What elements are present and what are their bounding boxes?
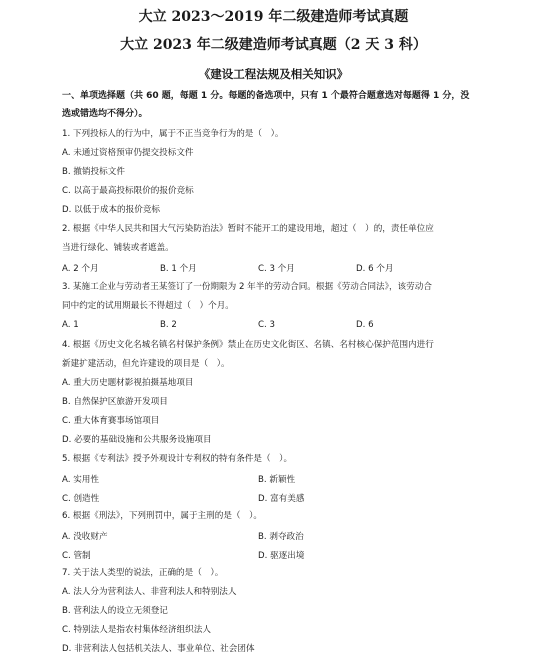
question-1-option-d: D. 以低于成本的报价竞标 — [62, 205, 161, 215]
question-4-option-b: B. 自然保护区旅游开发项目 — [62, 397, 168, 407]
question-7-option-b: B. 营利法人的设立无须登记 — [62, 606, 168, 616]
question-7-option-d: D. 非营利法人包括机关法人、事业单位、社会团体 — [62, 644, 255, 654]
question-6-option-d: D. 驱逐出境 — [258, 551, 305, 561]
question-1-option-b: B. 撤销投标文件 — [62, 167, 125, 177]
question-2-option-d: D. 6 个月 — [356, 264, 394, 274]
question-5-option-b: B. 新颖性 — [258, 475, 296, 485]
question-7-stem: 7. 关于法人类型的说法，正确的是（ ）。 — [62, 568, 224, 578]
question-6-option-a: A. 没收财产 — [62, 532, 108, 542]
question-1-option-a: A. 未通过资格预审仍提交投标文件 — [62, 148, 194, 158]
question-3-stem: 3. 某施工企业与劳动者王某签订了一份期限为 2 年半的劳动合同。根据《劳动合同法》，该劳动合 — [62, 282, 432, 292]
exam-title: 大立 2023 年二级建造师考试真题（2 天 3 科） — [120, 37, 427, 53]
question-2-stem-cont: 当进行绿化、铺装或者遮盖。 — [62, 243, 174, 253]
question-3-option-b: B. 2 — [160, 320, 177, 330]
question-4-option-d: D. 必要的基础设施和公共服务设施项目 — [62, 435, 212, 445]
question-3-stem-cont: 同中约定的试用期最长不得超过（ ）个月。 — [62, 301, 234, 311]
question-1-stem: 1. 下列投标人的行为中，属于不正当竞争行为的是（ ）。 — [62, 129, 284, 139]
section-heading: 一、单项选择题（共 60 题，每题 1 分。每题的备选项中，只有 1 个最符合题意选对每题得 1 分，没 — [62, 91, 470, 101]
question-5-option-d: D. 富有美感 — [258, 494, 305, 504]
question-2-option-c: C. 3 个月 — [258, 264, 295, 274]
question-3-option-c: C. 3 — [258, 320, 275, 330]
question-3-option-a: A. 1 — [62, 320, 79, 330]
question-7-option-c: C. 特别法人是指农村集体经济组织法人 — [62, 625, 211, 635]
question-2-option-b: B. 1 个月 — [160, 264, 197, 274]
question-4-stem-cont: 新建扩建活动，但允许建设的项目是（ ）。 — [62, 359, 230, 369]
question-2-stem: 2. 根据《中华人民共和国大气污染防治法》暂时不能开工的建设用地，超过（ ）的，责任单位应 — [62, 224, 434, 234]
question-2-option-a: A. 2 个月 — [62, 264, 99, 274]
question-6-option-b: B. 剥夺政治 — [258, 532, 304, 542]
question-5-stem: 5. 根据《专利法》授予外观设计专利权的特有条件是（ ）。 — [62, 454, 293, 464]
question-6-option-c: C. 管制 — [62, 551, 91, 561]
question-4-option-a: A. 重大历史题材影视拍摄基地项目 — [62, 378, 194, 388]
question-5-option-a: A. 实用性 — [62, 475, 99, 485]
question-7-option-a: A. 法人分为营利法人、非营利法人和特别法人 — [62, 587, 237, 597]
question-5-option-c: C. 创造性 — [62, 494, 100, 504]
section-heading-cont: 选或错选均不得分）。 — [62, 109, 148, 119]
question-4-stem: 4. 根据《历史文化名城名镇名村保护条例》禁止在历史文化街区、名镇、名村核心保护范围内进行 — [62, 340, 434, 350]
question-6-stem: 6. 根据《刑法》，下列刑罚中，属于主刑的是（ ）。 — [62, 511, 262, 521]
document-title: 大立 2023～2019 年二级建造师考试真题 — [138, 9, 409, 25]
subject-title: 《建设工程法规及相关知识》 — [198, 67, 349, 81]
question-4-option-c: C. 重大体育赛事场馆项目 — [62, 416, 160, 426]
question-1-option-c: C. 以高于最高投标限价的报价竞标 — [62, 186, 194, 196]
question-3-option-d: D. 6 — [356, 320, 374, 330]
